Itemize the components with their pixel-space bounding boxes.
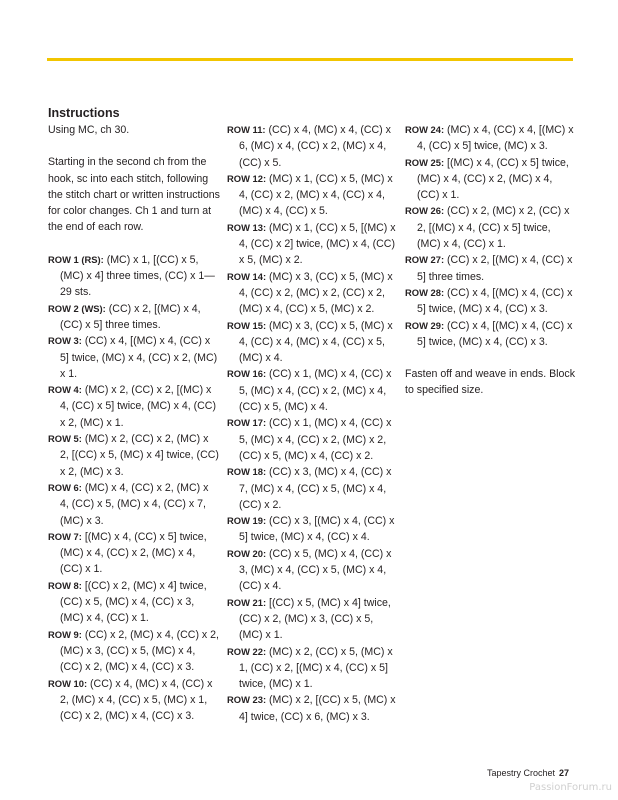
row-label: ROW 16:: [227, 368, 267, 380]
row-instruction: [405, 155, 575, 204]
row-label: ROW 8:: [48, 579, 82, 591]
row-label: ROW 29:: [405, 319, 445, 331]
row-label: ROW 7:: [48, 530, 82, 542]
row-label: ROW 1 (RS):: [48, 253, 104, 265]
row-instruction: [48, 382, 220, 431]
row-text: (CC) x 2, (MC) x 2, (CC) x 2, [(MC) x 4, (CC) x 5] twice, (MC) x 4, (CC) x 1.: [417, 205, 570, 251]
row-text: (MC) x 2, (CC) x 2, [(MC) x 4, (CC) x 5] twice, (MC) x 4, (CC) x 2, (MC) x 1.: [60, 384, 216, 429]
row-label: ROW 11:: [227, 124, 266, 135]
row-text: (MC) x 3, (CC) x 5, (MC) x 4, (CC) x 2, (MC) x 2, (CC) x 2, (MC) x 4, (CC) x 5, (MC) x 2.: [239, 270, 393, 316]
row-text: (MC) x 3, (CC) x 5, (MC) x 4, (CC) x 4, (MC) x 4, (CC) x 5, (MC) x 4.: [239, 319, 393, 365]
row-instruction: [48, 480, 220, 529]
row-instruction: [405, 203, 575, 252]
row-label: ROW 27:: [405, 254, 445, 266]
row-label: ROW 22:: [227, 645, 267, 657]
column-3: [405, 122, 575, 415]
row-instruction: [227, 171, 397, 220]
row-label: ROW 13:: [227, 221, 267, 233]
row-label: ROW 3:: [48, 335, 82, 347]
row-list-1: [48, 252, 220, 725]
row-list-3: [405, 122, 575, 350]
row-text: (CC) x 3, (MC) x 4, (CC) x 7, (MC) x 4, (CC) x 5, (MC) x 4, (CC) x 2.: [239, 466, 392, 511]
accent-rule: [47, 58, 573, 61]
row-text: (MC) x 4, (CC) x 2, (MC) x 4, (CC) x 5, (MC) x 4, (CC) x 7, (MC) x 3.: [60, 481, 209, 527]
row-instruction: [48, 676, 220, 725]
intro-paragraph-2: Starting in the second ch from the hook, sc into each stitch, following the stitch chart or written instructions for color changes. Ch 1 and turn at the end of each row.: [48, 156, 220, 234]
row-label: ROW 5:: [48, 433, 82, 445]
row-label: ROW 25:: [405, 156, 445, 168]
row-instruction: [405, 285, 575, 318]
row-text: (CC) x 2, (MC) x 4, (CC) x 2, (MC) x 3, (CC) x 5, (MC) x 4, (CC) x 2, (MC) x 4, (CC) x 3.: [60, 628, 219, 674]
row-label: ROW 28:: [405, 286, 445, 298]
watermark: PassionForum.ru: [529, 782, 612, 793]
row-instruction: [227, 464, 397, 513]
section-heading: Instructions: [48, 106, 120, 120]
row-instruction: [48, 431, 220, 480]
row-instruction: [227, 220, 397, 269]
row-instruction: [405, 122, 575, 155]
row-instruction: [227, 269, 397, 318]
row-text: (CC) x 4, [(MC) x 4, (CC) x 5] twice, (MC) x 4, (CC) x 3.: [417, 286, 573, 316]
row-text: [(MC) x 4, (CC) x 5] twice, (MC) x 4, (CC) x 2, (MC) x 4, (CC) x 1.: [60, 530, 207, 576]
row-label: ROW 9:: [48, 628, 82, 640]
row-text: (MC) x 2, (CC) x 5, (MC) x 1, (CC) x 2, [(MC) x 4, (CC) x 5] twice, (MC) x 1.: [239, 645, 393, 691]
row-instruction: [405, 318, 575, 351]
row-label: ROW 2 (WS):: [48, 302, 106, 314]
row-text: [(CC) x 2, (MC) x 4] twice, (CC) x 5, (MC) x 4, (CC) x 3, (MC) x 4, (CC) x 1.: [60, 579, 207, 625]
intro-paragraph-1: Using MC, ch 30.: [48, 124, 130, 136]
row-text: (MC) x 1, [(CC) x 5, (MC) x 4] three times, (CC) x 1—29 sts.: [60, 253, 215, 299]
row-text: (CC) x 5, (MC) x 4, (CC) x 3, (MC) x 4, (CC) x 5, (MC) x 4, (CC) x 4.: [239, 547, 392, 593]
row-instruction: [405, 252, 575, 285]
row-instruction: [227, 546, 397, 595]
row-instruction: [227, 595, 397, 644]
row-list-2: [227, 122, 397, 725]
row-text: (CC) x 4, (MC) x 4, (CC) x 6, (MC) x 4, (CC) x 2, (MC) x 4, (CC) x 5.: [239, 124, 391, 169]
row-label: ROW 21:: [227, 596, 267, 608]
row-text: (CC) x 4, (MC) x 4, (CC) x 2, (MC) x 4, (CC) x 5, (MC) x 1, (CC) x 2, (MC) x 4, (CC) x 3.: [60, 677, 213, 723]
book-title: Tapestry Crochet: [486, 768, 555, 778]
row-label: ROW 18:: [227, 466, 267, 478]
row-text: (CC) x 2, [(MC) x 4, (CC) x 5] three times.: [417, 254, 573, 283]
column-2: [227, 122, 397, 725]
row-label: ROW 4:: [48, 384, 82, 396]
row-instruction: [227, 318, 397, 367]
row-text: (MC) x 1, (CC) x 5, (MC) x 4, (CC) x 2, (MC) x 4, (CC) x 4, (MC) x 4, (CC) x 5.: [239, 172, 393, 218]
page-footer: [487, 767, 569, 779]
row-instruction: [48, 333, 220, 382]
row-label: ROW 14:: [227, 270, 267, 282]
row-label: ROW 6:: [48, 481, 82, 493]
row-label: ROW 19:: [227, 515, 267, 527]
row-text: (MC) x 2, (CC) x 2, (MC) x 2, [(CC) x 5, (MC) x 4] twice, (CC) x 2, (MC) x 3.: [60, 433, 219, 478]
row-instruction: [227, 122, 397, 171]
row-instruction: [227, 692, 397, 725]
row-text: (CC) x 4, [(MC) x 4, (CC) x 5] twice, (MC) x 4, (CC) x 3.: [417, 319, 573, 348]
row-text: (CC) x 1, (MC) x 4, (CC) x 5, (MC) x 4, (CC) x 2, (MC) x 2, (CC) x 5, (MC) x 4, (CC) x 2.: [239, 417, 392, 462]
row-text: (CC) x 3, [(MC) x 4, (CC) x 5] twice, (MC) x 4, (CC) x 4.: [239, 515, 395, 544]
row-label: ROW 20:: [227, 547, 267, 559]
row-instruction: [227, 513, 397, 546]
page-number: 27: [558, 768, 569, 778]
row-label: ROW 23:: [227, 694, 267, 706]
row-text: (MC) x 2, [(CC) x 5, (MC) x 4] twice, (CC) x 6, (MC) x 3.: [239, 694, 396, 723]
row-label: ROW 17:: [227, 417, 267, 429]
row-text: [(MC) x 4, (CC) x 5] twice, (MC) x 4, (CC) x 2, (MC) x 4, (CC) x 1.: [417, 156, 569, 202]
row-instruction: [48, 252, 220, 301]
finishing-text: Fasten off and weave in ends. Block to specified size.: [405, 368, 575, 397]
column-1: [48, 104, 220, 724]
row-text: (MC) x 1, (CC) x 5, [(MC) x 4, (CC) x 2] twice, (MC) x 4, (CC) x 5, (MC) x 2.: [239, 221, 396, 267]
row-instruction: [227, 366, 397, 415]
row-instruction: [48, 578, 220, 627]
row-text: (CC) x 4, [(MC) x 4, (CC) x 5] twice, (MC) x 4, (CC) x 2, (MC) x 1.: [60, 335, 218, 380]
row-text: (MC) x 4, (CC) x 4, [(MC) x 4, (CC) x 5] twice, (MC) x 3.: [417, 124, 574, 153]
row-label: ROW 15:: [227, 319, 267, 331]
row-label: ROW 24:: [405, 124, 445, 135]
row-text: [(CC) x 5, (MC) x 4] twice, (CC) x 2, (MC) x 3, (CC) x 5, (MC) x 1.: [239, 596, 391, 642]
row-label: ROW 26:: [405, 205, 445, 217]
row-instruction: [48, 529, 220, 578]
row-instruction: [48, 627, 220, 676]
row-label: ROW 10:: [48, 677, 88, 689]
row-instruction: [227, 644, 397, 693]
row-instruction: [48, 301, 220, 334]
row-instruction: [227, 415, 397, 464]
row-label: ROW 12:: [227, 172, 267, 184]
row-text: (CC) x 1, (MC) x 4, (CC) x 5, (MC) x 4, (CC) x 2, (MC) x 4, (CC) x 5, (MC) x 4.: [239, 368, 392, 414]
row-text: (CC) x 2, [(MC) x 4, (CC) x 5] three times.: [60, 302, 201, 331]
